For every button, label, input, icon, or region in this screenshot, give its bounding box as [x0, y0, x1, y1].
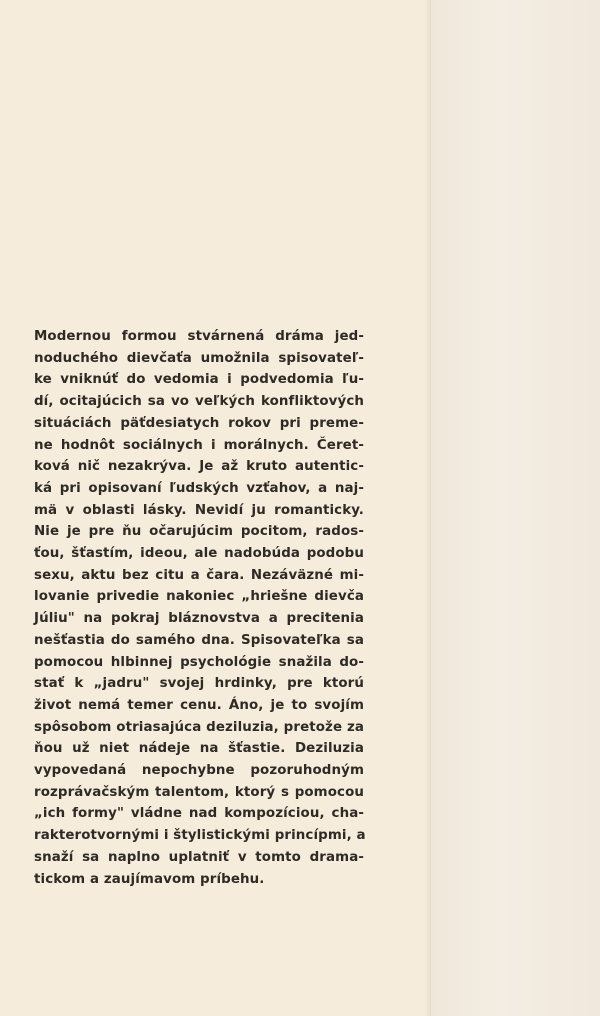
- blurb-line: noduchého dievčaťa umožnila spisovateľ-: [34, 350, 364, 366]
- blurb-line: Modernou formou stvárnená dráma jed-: [34, 329, 364, 344]
- blurb-line: snaží sa naplno uplatniť v tomto drama-: [34, 849, 364, 865]
- blurb-line: ťou, šťastím, ideou, ale nadobúda podobu: [34, 546, 364, 562]
- blurb-line: nešťastia do samého dna. Spisovateľka sa: [34, 632, 364, 648]
- blurb-line: dí, ocitajúcich sa vo veľkých konfliktových: [34, 394, 364, 410]
- blurb-line: ne hodnôt sociálnych i morálnych. Čeret-: [34, 437, 364, 453]
- blurb-line: spôsobom otriasajúca deziluzia, pretože za: [34, 719, 364, 735]
- blurb-line: Júliu" na pokraj bláznovstva a precitenia: [34, 611, 364, 627]
- blurb-line: mä v oblasti lásky. Nevidí ju romanticky.: [34, 502, 364, 518]
- blurb-line: ňou už niet nádeje na šťastie. Deziluzia: [34, 741, 364, 757]
- blurb-line: ke vniknúť do vedomia i podvedomia ľu-: [34, 372, 364, 388]
- cover-flap: [430, 0, 600, 1016]
- blurb-line: život nemá temer cenu. Áno, je to svojím: [34, 697, 364, 713]
- blurb-text: [34, 326, 364, 890]
- blurb-line: tickom a zaujímavom príbehu.: [34, 871, 265, 887]
- blurb-line: ká pri opisovaní ľudských vzťahov, a naj-: [34, 480, 364, 496]
- blurb-line: sexu, aktu bez citu a čara. Nezáväzné mi-: [34, 567, 364, 583]
- blurb-line: lovanie privedie nakoniec „hriešne dievča: [34, 589, 364, 605]
- blurb-line: ková nič nezakrýva. Je až kruto autentic-: [34, 459, 364, 475]
- blurb-line: situáciách päťdesiatych rokov pri preme-: [34, 415, 364, 431]
- blurb-line: „ich formy" vládne nad kompozíciou, cha-: [34, 806, 364, 822]
- blurb-line: rozprávačským talentom, ktorý s pomocou: [34, 784, 364, 800]
- blurb-line: rakterotvornými i štylistickými princípmi, a: [34, 828, 366, 844]
- blurb-line: pomocou hlbinnej psychológie snažila do-: [34, 654, 364, 670]
- blurb-line: Nie je pre ňu očarujúcim pocitom, rados-: [34, 524, 364, 540]
- blurb-line: stať k „jadru" svojej hrdinky, pre ktorú: [34, 676, 364, 692]
- blurb-line: vypovedaná nepochybne pozoruhodným: [34, 763, 364, 779]
